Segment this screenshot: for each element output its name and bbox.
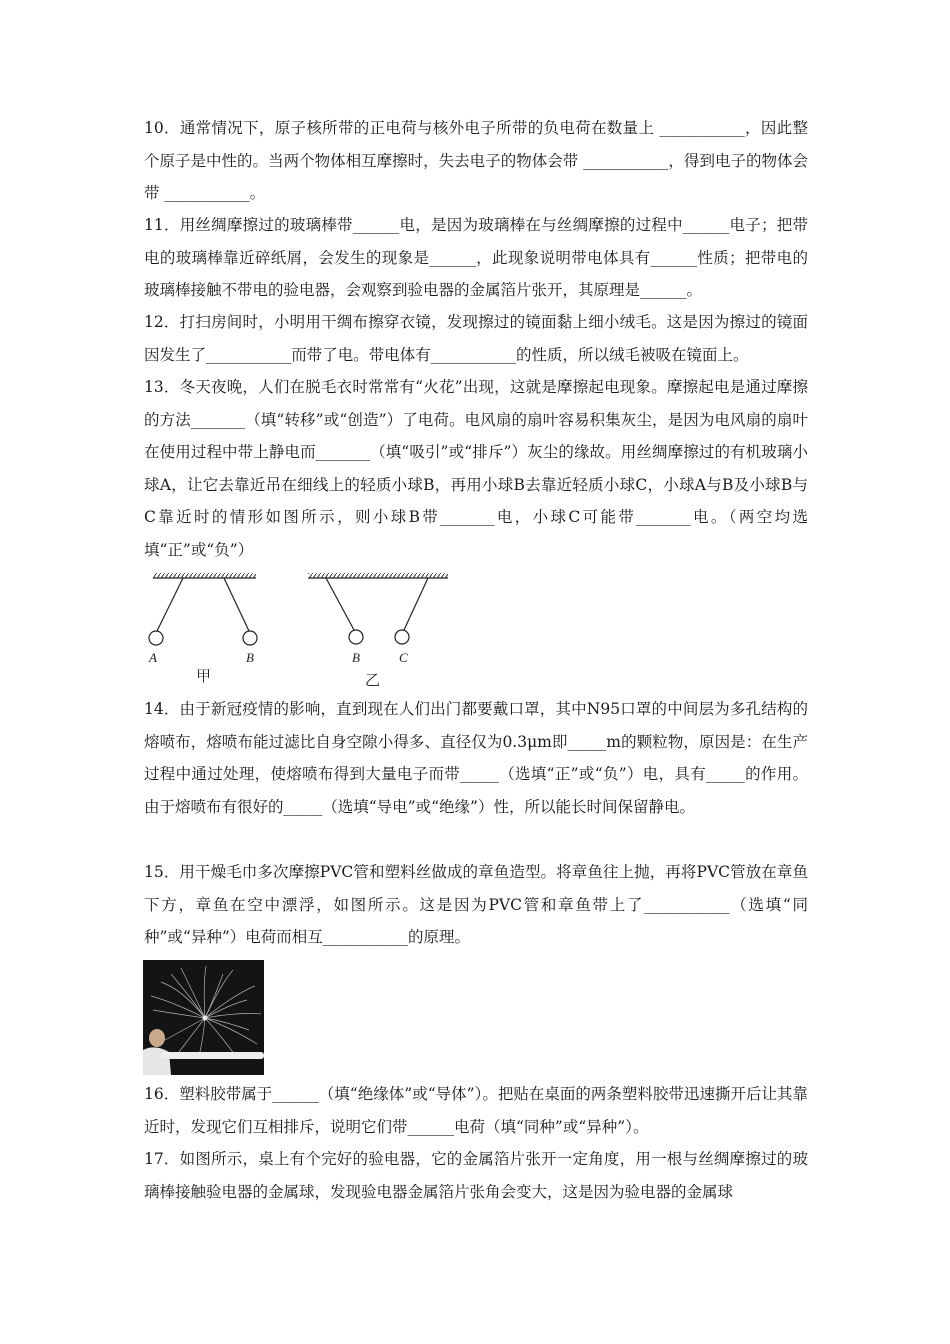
label-a: A [149,650,157,665]
octopus-photo [143,960,264,1075]
thread-c [404,578,428,630]
ball-b-right [349,630,363,644]
pendulum-left [148,573,257,685]
question-12: 12．打扫房间时，小明用干绸布擦穿衣镜，发现擦过的镜面黏上细小绒毛。这是因为擦过的镜面因发生了___________而带了电。带电体有___________的性质，所以绒毛被吸在镜面上。 [144,313,808,364]
ball-c [395,630,409,644]
question-10: 10．通常情况下，原子核所带的正电荷与核外电子所带的负电荷在数量上 ___________，因此整个原子是中性的。当两个物体相互摩擦时，失去电子的物体会带 ___________，得到电子的物体会带 ___________。 [144,119,808,202]
question-11: 11．用丝绸摩擦过的玻璃棒带______电，是因为玻璃棒在与丝绸摩擦的过程中______电子；把带电的玻璃棒靠近碎纸屑，会发生的现象是______，此现象说明带电体具有______性质；把带电的玻璃棒接触不带电的验电器，会观察到验电器的金属箔片张开，其原理是______。 [144,216,808,299]
ball-b-left [243,631,257,645]
label-b-right: B [352,650,360,665]
pendulum-figure [140,568,460,690]
question-13: 13．冬天夜晚，人们在脱毛衣时常常有“火花”出现，这就是摩擦起电现象。摩擦起电是通过摩擦的方法_______（填“转移”或“创造”）了电荷。电风扇的扇叶容易积集灰尘，是因为电风扇的扇叶在使用过程中带上静电而_______（填“吸引”或“排斥”）灰尘的缘故。用丝绸摩擦过的有机玻璃小球A，让它去靠近吊在细线上的轻质小球B，再用小球B去靠近轻质小球C，小球A与B及小球B与C靠近时的情形如图所示，则小球B带_______电，小球C可能带_______电。（两空均选填“正”或“负”） [144,378,808,559]
question-15: 15．用干燥毛巾多次摩擦PVC管和塑料丝做成的章鱼造型。将章鱼往上抛，再将PVC管放在章鱼下方，章鱼在空中漂浮，如图所示。这是因为PVC管和章鱼带上了___________（选填“同种”或“异种”）电荷而相互___________的原理。 [144,863,808,946]
ceiling-right [308,573,448,578]
caption-jia: 甲 [196,667,212,685]
label-b-left: B [246,650,254,665]
caption-yi: 乙 [365,671,381,689]
thread-b-right [326,578,354,630]
ball-a [149,631,163,645]
question-17: 17．如图所示，桌上有个完好的验电器，它的金属箔片张开一定角度，用一根与丝绸摩擦过的玻璃棒接触验电器的金属球，发现验电器金属箔片张角会变大，这是因为验电器的金属球 [144,1150,808,1201]
thread-b-left [224,578,249,631]
question-14: 14．由于新冠疫情的影响，直到现在人们出门都要戴口罩，其中N95口罩的中间层为多孔结构的熔喷布，熔喷布能过滤比自身空隙小得多、直径仅为0.3μm即_____m的颗粒物，原因是：在生产过程中通过处理，使熔喷布得到大量电子而带_____（选填“正”或“负”）电，具有_____的作用。由于熔喷布有很好的_____（选填“导电”或“绝缘”）性，所以能长时间保留静电。 [144,700,808,816]
pendulum-right [308,573,448,689]
question-16: 16．塑料胶带属于______（填“绝缘体”或“导体”）。把贴在桌面的两条塑料胶带迅速撕开后让其靠近时，发现它们互相排斥，说明它们带______电荷（填“同种”或“异种”）。 [144,1085,808,1136]
ceiling-left [153,573,256,578]
thread-a [157,578,183,631]
label-c: C [399,650,408,665]
